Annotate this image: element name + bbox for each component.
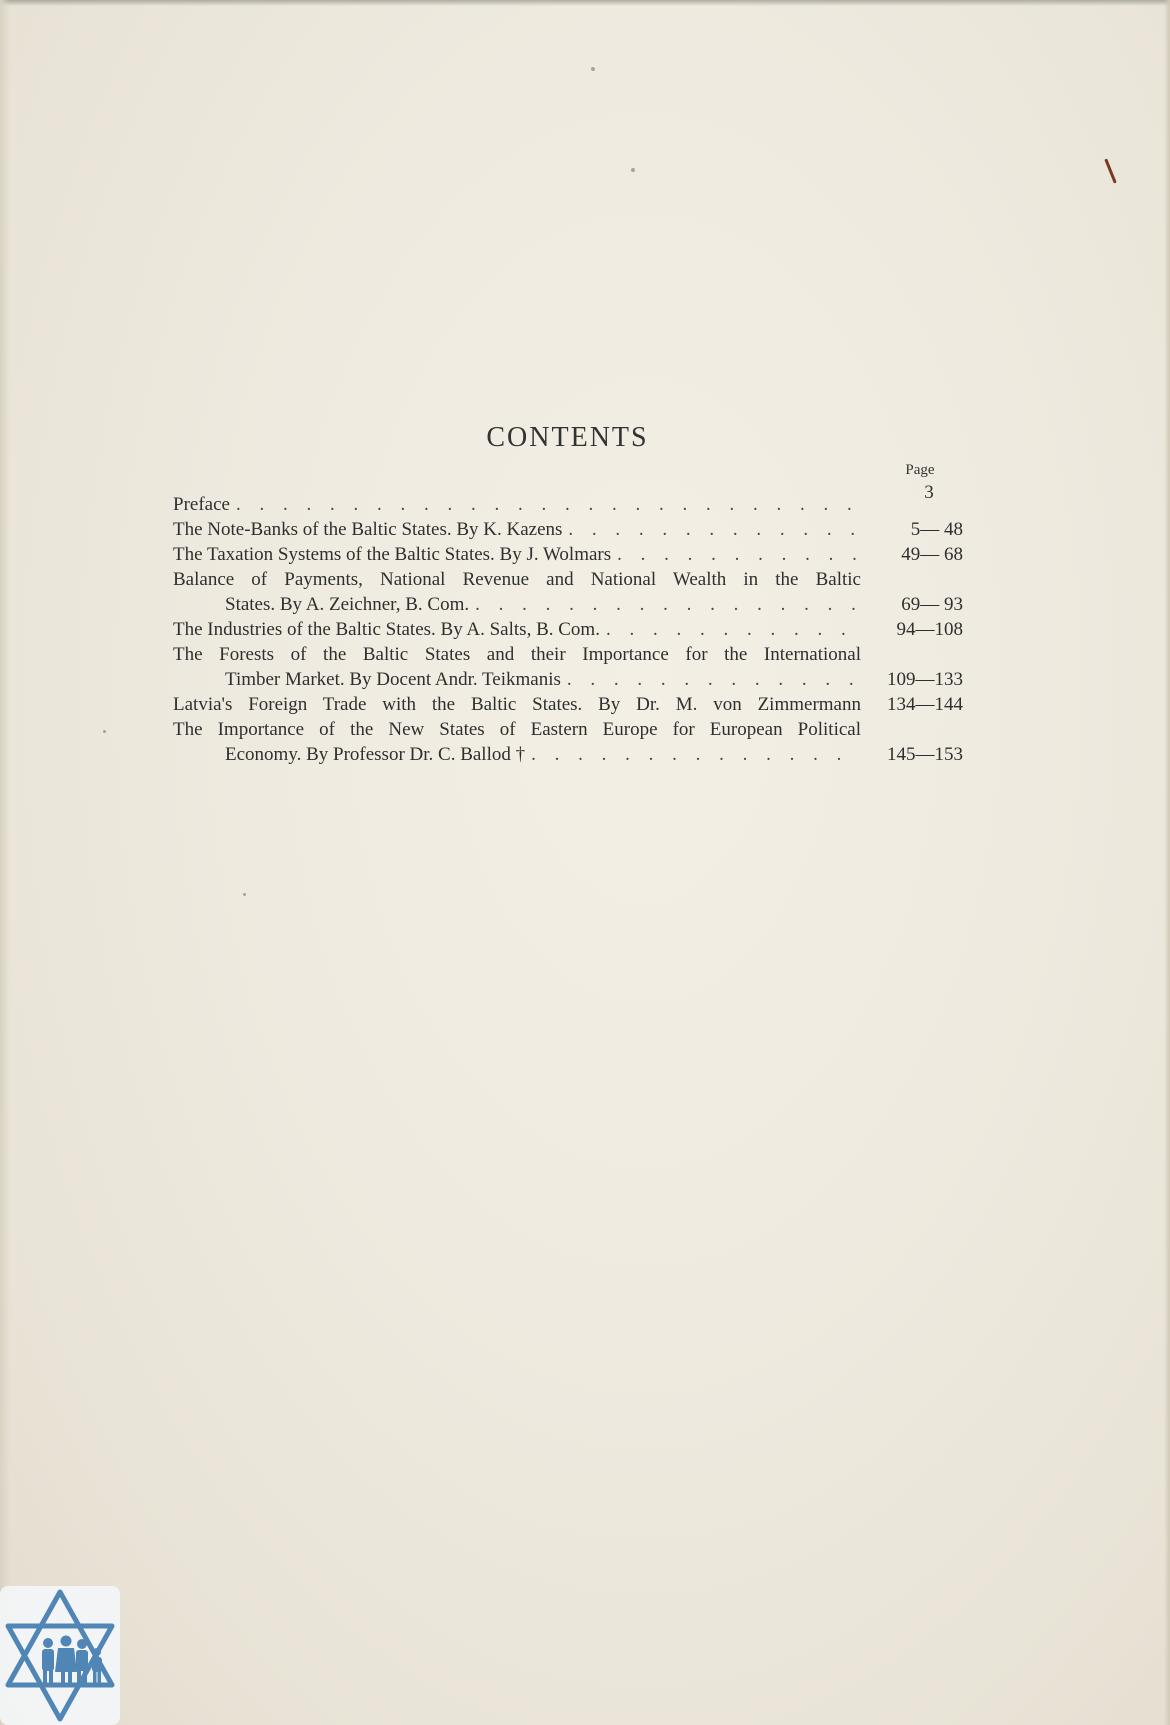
right-page-edge — [1164, 0, 1170, 1725]
toc-entry-pages: 5— 48 — [910, 519, 963, 540]
toc-entry — [173, 482, 963, 517]
toc-entry — [173, 542, 963, 567]
contents-title: CONTENTS — [486, 422, 649, 453]
toc-entry-title: Latvia's Foreign Trade with the Baltic States. By Dr. M. von Zimmermann — [173, 694, 861, 715]
ink-mark — [1104, 158, 1117, 183]
top-edge-shadow — [0, 0, 1170, 6]
toc-entry-pages: 69— 93 — [901, 594, 963, 615]
leader-dots — [606, 617, 861, 642]
toc-entry-pages: 49— 68 — [901, 544, 963, 565]
toc-entry — [173, 692, 963, 717]
toc-entry-title: The Forests of the Baltic States and their Importance for the International — [173, 644, 861, 665]
leader-dots — [531, 742, 861, 767]
toc-entry — [173, 642, 963, 692]
toc-entry-title: The Importance of the New States of Eastern Europe for European Political — [173, 719, 861, 740]
table-of-contents — [173, 482, 963, 767]
leader-dots — [567, 667, 861, 692]
toc-entry — [173, 717, 963, 767]
toc-entry-title-continued: Timber Market. By Docent Andr. Teikmanis — [225, 669, 561, 690]
toc-entry-title: The Note-Banks of the Baltic States. By K. Kazens — [173, 519, 563, 540]
leader-dots — [617, 542, 861, 567]
paper-speck — [243, 893, 246, 896]
toc-entry-title: The Industries of the Baltic States. By A. Salts, B. Com. — [173, 619, 600, 640]
leader-dots — [568, 517, 861, 542]
toc-entry-pages: 134—144 — [887, 694, 963, 715]
star-of-david-family-icon — [0, 1586, 120, 1725]
toc-entry-pages: 3 — [924, 482, 934, 503]
leader-dots — [236, 492, 861, 517]
paper-speck — [631, 168, 635, 172]
toc-entry-title: The Taxation Systems of the Baltic States. By J. Wolmars — [173, 544, 612, 565]
toc-entry-title-continued: Economy. By Professor Dr. C. Ballod † — [225, 744, 526, 765]
toc-entry — [173, 617, 963, 642]
toc-entry — [173, 517, 963, 542]
toc-entry-title: Balance of Payments, National Revenue and National Wealth in the Baltic — [173, 569, 861, 590]
toc-entry-pages: 145—153 — [887, 744, 963, 765]
toc-entry — [173, 567, 963, 617]
left-page-edge — [0, 0, 10, 1725]
toc-entry-title-continued: States. By A. Zeichner, B. Com. — [225, 594, 470, 615]
page-column-header: Page — [905, 462, 935, 478]
paper-speck — [103, 730, 106, 733]
toc-entry-title: Preface — [173, 494, 230, 515]
toc-entry-pages: 109—133 — [887, 669, 963, 690]
leader-dots — [475, 592, 861, 617]
paper-speck — [591, 67, 595, 71]
toc-entry-pages: 94—108 — [896, 619, 963, 640]
